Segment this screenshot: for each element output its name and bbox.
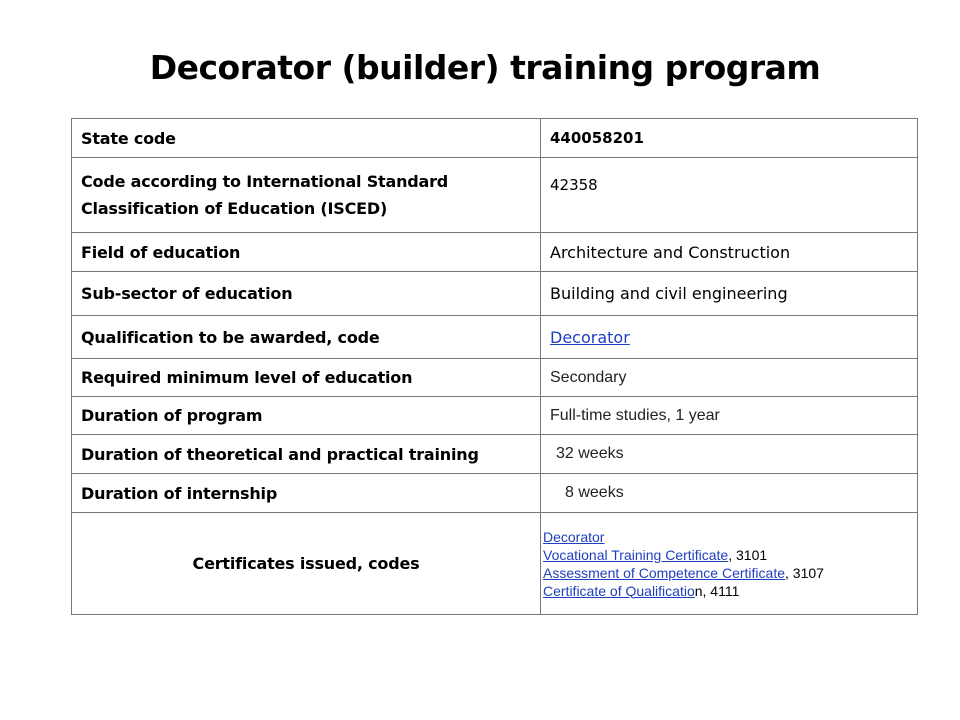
table-row (72, 435, 918, 474)
row-label: Field of education (72, 233, 541, 272)
certificate-code: , 3107 (785, 564, 824, 581)
table-row (72, 119, 918, 158)
row-label: Duration of internship (72, 474, 541, 513)
row-value: 8 weeks (541, 474, 918, 513)
table-row (72, 233, 918, 272)
certificates-cell (541, 513, 918, 615)
program-info-table (71, 118, 918, 615)
table-row (72, 397, 918, 435)
row-label: Sub-sector of education (72, 272, 541, 316)
row-label: Duration of program (72, 397, 541, 435)
list-item (543, 564, 917, 582)
certificate-code: , 3101 (728, 546, 768, 563)
row-label: Qualification to be awarded, code (72, 316, 541, 359)
row-label: Code according to International Standard Classification of Education (ISCED) (72, 158, 541, 233)
row-value: Secondary (541, 359, 918, 397)
table-row (72, 359, 918, 397)
row-label: Required minimum level of education (72, 359, 541, 397)
row-label: Duration of theoretical and practical training (72, 435, 541, 474)
table-row (72, 316, 918, 359)
list-item (543, 546, 917, 564)
list-item (543, 528, 917, 546)
certificate-link[interactable]: Assessment of Competence Certificate (543, 564, 785, 581)
row-value: Architecture and Construction (541, 233, 918, 272)
row-value: Building and civil engineering (541, 272, 918, 316)
row-value: Full-time studies, 1 year (541, 397, 918, 435)
row-value (541, 316, 918, 359)
qualification-link[interactable]: Decorator (550, 327, 630, 347)
certificate-link[interactable]: Certificate of Qualificatio (543, 582, 695, 599)
table-row (72, 513, 918, 615)
certificate-heading-link[interactable]: Decorator (543, 528, 605, 545)
page-title: Decorator (builder) training program (149, 48, 821, 87)
certificate-code: n, 4111 (694, 582, 740, 599)
certificates-list (543, 522, 917, 606)
row-value: 440058201 (541, 119, 918, 158)
row-value: 42358 (541, 158, 918, 233)
table-row (72, 474, 918, 513)
row-label: State code (72, 119, 541, 158)
row-label: Certificates issued, codes (72, 513, 541, 615)
certificate-link[interactable]: Vocational Training Certificate (543, 546, 729, 563)
table-row (72, 158, 918, 233)
table-row (72, 272, 918, 316)
list-item (543, 582, 917, 600)
row-value: 32 weeks (541, 435, 918, 474)
